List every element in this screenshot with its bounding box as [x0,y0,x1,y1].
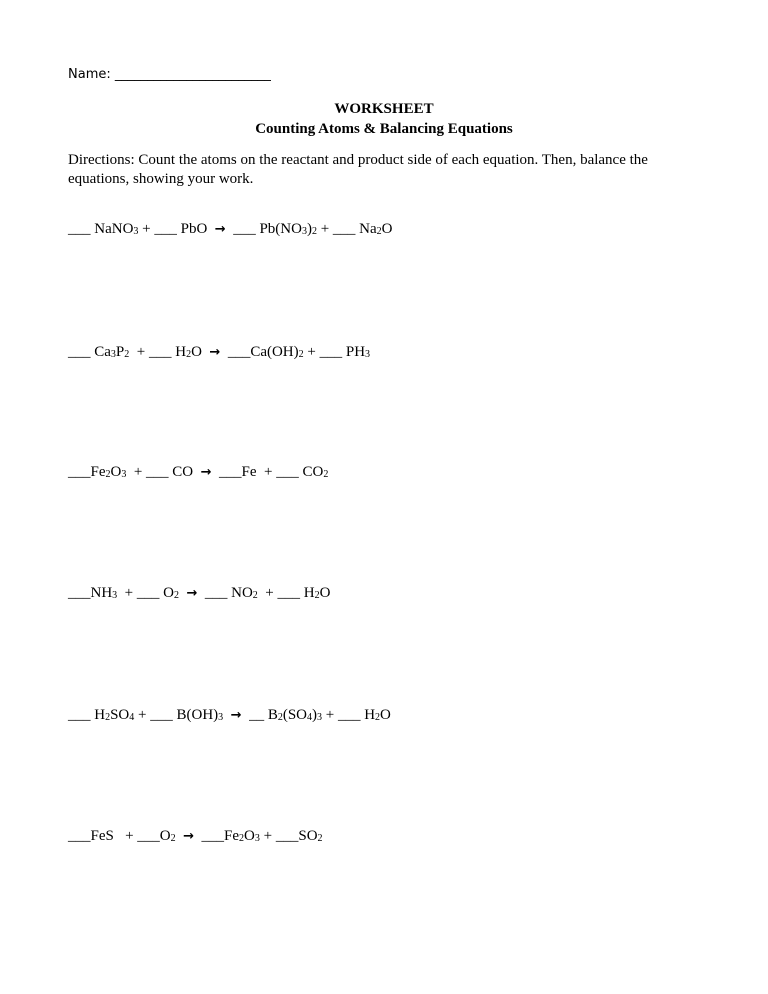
subscript: 3 [218,712,224,723]
subscript: 4 [307,712,312,723]
equation-text: + ___ O [117,585,174,601]
arrow-right-icon: → [214,222,226,237]
page-title: WORKSHEET [334,101,434,117]
subscript: 3 [133,226,139,237]
equation-text: ___ NaNO [68,221,134,237]
equation-text: ___Fe + ___ CO [211,464,324,480]
equation-text: + ___ PbO [138,221,215,237]
equation-text: ___Fe [194,828,240,844]
equation-text: + ___ H [129,344,187,360]
title-block [0,99,768,139]
arrow-right-icon: → [230,708,242,723]
equation-text: + ___ CO [126,464,201,480]
equation-text: ___FeS + ___O [68,828,171,844]
equation-4 [68,585,330,602]
equation-6 [68,828,323,845]
subscript: 2 [314,590,320,601]
equation-text: ___ NO [197,585,253,601]
equation-text: + ___ H [322,707,376,723]
equation-text: + ___ PH [303,344,366,360]
equation-text: + ___SO [259,828,318,844]
equation-3 [68,464,328,481]
subscript: 2 [317,833,323,844]
equation-2 [68,344,370,361]
equation-text: + ___ B(OH) [134,707,219,723]
subscript: 2 [105,712,111,723]
directions-text: Directions: Count the atoms on the reactant and product side of each equation. Then, balance the equations, showing your work. [68,152,648,187]
equation-text: O [380,707,391,723]
equation-text: ___NH [68,585,113,601]
subscript: 3 [301,226,307,237]
subscript: 3 [317,712,322,723]
subscript: 3 [254,833,260,844]
subscript: 2 [375,712,381,723]
subscript: 2 [311,226,317,237]
name-field-label: Name: ________________________ [68,67,271,82]
subscript: 2 [239,833,245,844]
subscript: 2 [173,590,179,601]
equation-text [223,707,231,723]
subscript: 3 [112,590,118,601]
equation-5 [68,707,391,724]
equation-text: + ___ Na [316,221,377,237]
subscript: 3 [365,349,371,360]
subscript: 4 [129,712,135,723]
subscript: 2 [252,590,258,601]
equation-text: O [244,828,255,844]
arrow-right-icon: → [200,465,212,480]
equation-text: O [319,585,331,601]
equation-text: ) [306,221,312,237]
equation-text: ___ H [68,707,106,723]
arrow-right-icon: → [183,829,195,844]
arrow-right-icon: → [186,586,198,601]
arrow-right-icon: → [209,345,221,360]
subscript: 3 [121,469,127,480]
subscript: 3 [110,349,116,360]
subscript: 2 [186,349,192,360]
equation-text: O [191,344,210,360]
equation-text: __ B [241,707,278,723]
equation-text: P [115,344,125,360]
equation-text: O [110,464,122,480]
subscript: 2 [298,349,304,360]
page-subtitle: Counting Atoms & Balancing Equations [255,121,513,137]
equation-text: ___Ca(OH) [220,344,299,360]
equation-text: ___Fe [68,464,106,480]
equation-text: O [381,221,393,237]
equation-text: ___ Pb(NO [225,221,302,237]
equation-text: ___ Ca [68,344,111,360]
equation-text: SO [110,707,130,723]
equation-text: (SO [282,707,307,723]
equation-text: + ___ H [257,585,315,601]
subscript: 2 [277,712,283,723]
subscript: 2 [105,469,111,480]
equation-text: ) [312,707,317,723]
subscript: 2 [170,833,176,844]
subscript: 2 [376,226,382,237]
subscript: 2 [124,349,130,360]
equation-1 [68,221,393,238]
subscript: 2 [323,469,329,480]
